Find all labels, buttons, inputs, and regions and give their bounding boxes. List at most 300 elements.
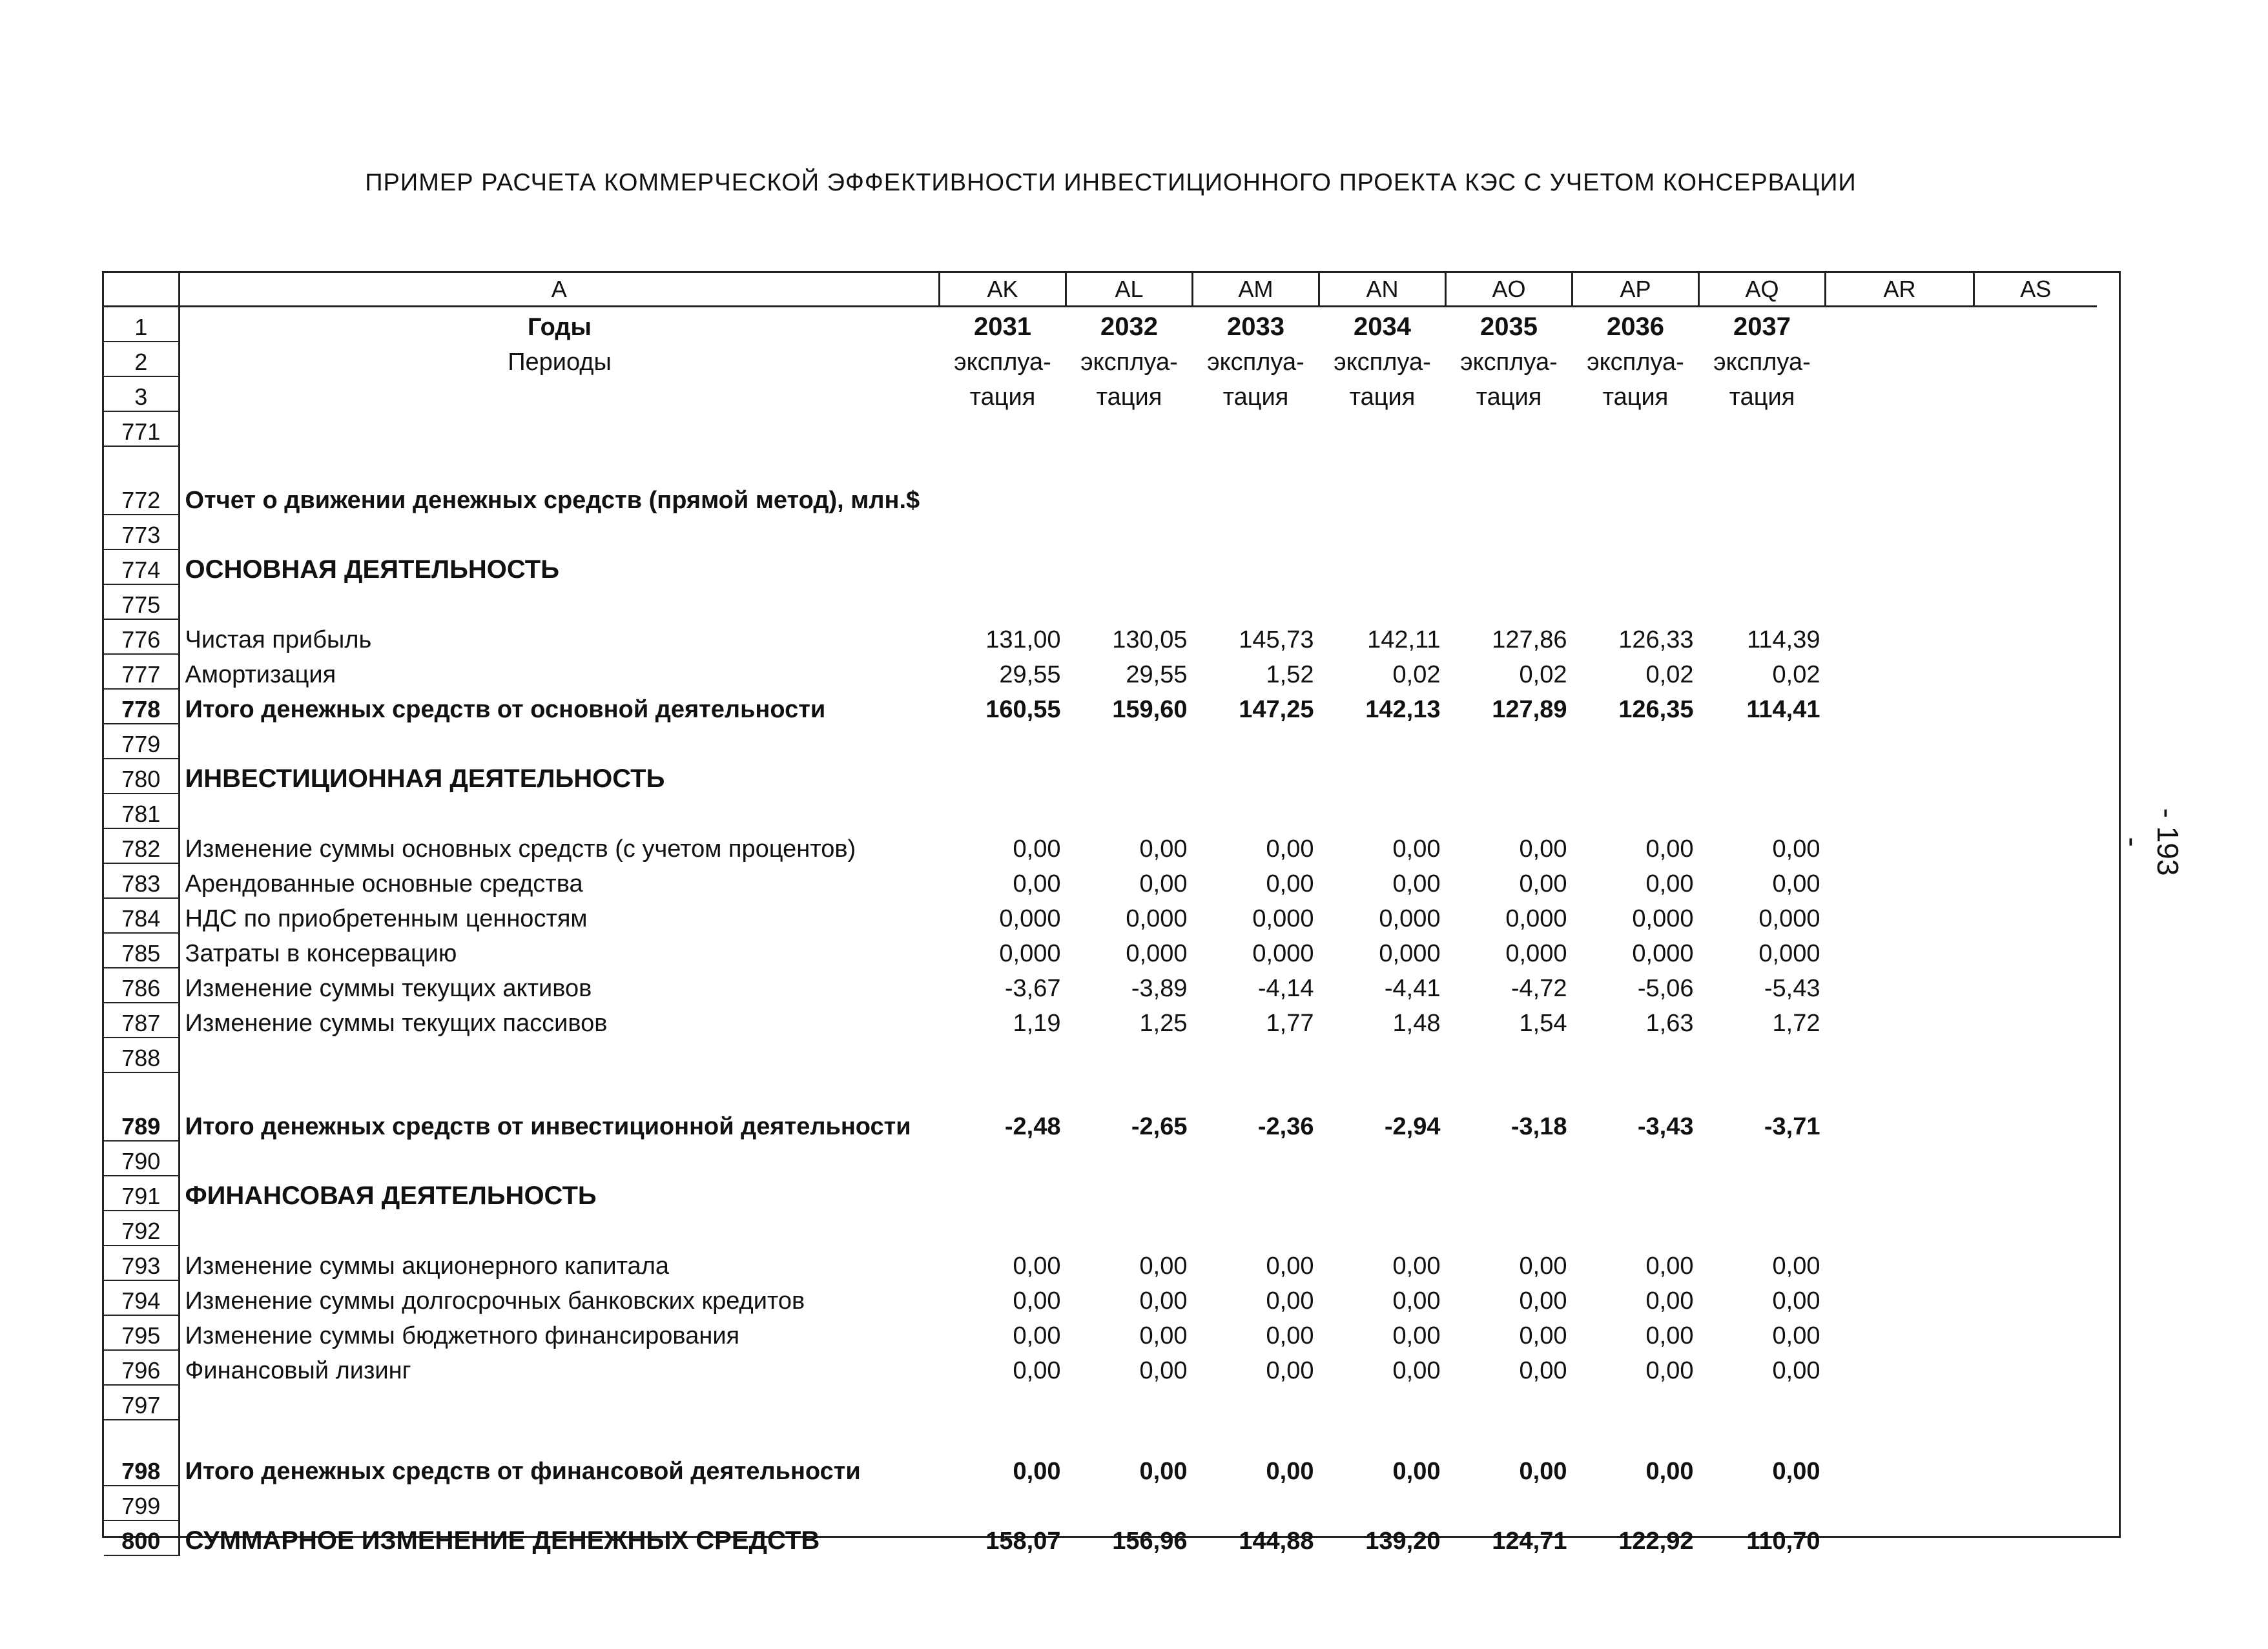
- column-header-row: [104, 273, 2097, 307]
- value-cell: -2,36: [1257, 1113, 1314, 1140]
- table-row: [104, 724, 2097, 759]
- value-cell: [1572, 724, 1699, 759]
- value-cell: [940, 515, 1066, 549]
- value-cell: [940, 759, 1066, 794]
- value-cell: [1699, 1141, 1826, 1176]
- label-cell: Затраты в консервацию: [185, 940, 457, 967]
- value-cell: 0,00: [1013, 1357, 1061, 1384]
- value-cell: 0,00: [1013, 1458, 1061, 1485]
- row-number[interactable]: 781: [104, 794, 179, 828]
- value-cell: 0,00: [1519, 870, 1567, 897]
- value-cell: [1319, 724, 1446, 759]
- value-cell: [1446, 446, 1572, 515]
- value-cell: [1066, 1038, 1193, 1072]
- value-cell: [1446, 1038, 1572, 1072]
- row-number[interactable]: 782: [104, 828, 179, 863]
- value-cell: 158,07: [985, 1528, 1061, 1555]
- value-cell: 0,00: [1645, 1287, 1694, 1315]
- value-cell: [1699, 1211, 1826, 1245]
- label-cell: [179, 724, 940, 759]
- period-cell: эксплуа-: [1587, 349, 1684, 376]
- value-cell: [1572, 549, 1699, 584]
- period-cell: тация: [969, 384, 1036, 411]
- page-title: ПРИМЕР РАСЧЕТА КОММЕРЧЕСКОЙ ЭФФЕКТИВНОСТИ ИНВЕСТИЦИОННОГО ПРОЕКТА КЭС С УЧЕТОМ КОНСЕРВАЦИИ: [365, 169, 1857, 196]
- value-cell: [1066, 515, 1193, 549]
- value-cell: [1446, 549, 1572, 584]
- label-cell: ФИНАНСОВАЯ ДЕЯТЕЛЬНОСТЬ: [185, 1182, 597, 1210]
- table-row: [104, 376, 2097, 411]
- value-cell: 0,00: [1772, 1322, 1820, 1349]
- value-cell: 0,00: [1139, 1253, 1188, 1280]
- value-cell: [940, 549, 1066, 584]
- value-cell: 0,00: [1519, 1458, 1567, 1485]
- value-cell: 1,54: [1519, 1010, 1567, 1037]
- label-cell: Итого денежных средств от основной деятельности: [185, 696, 826, 723]
- value-cell: 1,72: [1772, 1010, 1820, 1037]
- value-cell: 114,39: [1747, 626, 1820, 653]
- table-row: [104, 933, 2097, 968]
- column-header[interactable]: AO: [1446, 273, 1572, 307]
- value-cell: [940, 1176, 1066, 1211]
- value-cell: 1,19: [1013, 1010, 1061, 1037]
- value-cell: [940, 1211, 1066, 1245]
- table-row: [104, 1280, 2097, 1315]
- value-cell: 139,20: [1365, 1528, 1441, 1555]
- period-cell: эксплуа-: [1207, 349, 1304, 376]
- table-row: [104, 1141, 2097, 1176]
- value-cell: [1066, 584, 1193, 619]
- table-row: [104, 584, 2097, 619]
- value-cell: 145,73: [1239, 626, 1314, 653]
- value-cell: 0,00: [1772, 1287, 1820, 1315]
- value-cell: 1,48: [1392, 1010, 1441, 1037]
- row-number[interactable]: 793: [104, 1245, 179, 1280]
- value-cell: 0,00: [1519, 835, 1567, 863]
- label-cell: [179, 411, 940, 446]
- label-cell: НДС по приобретенным ценностям: [185, 905, 588, 932]
- label-cell: Изменение суммы текущих активов: [185, 975, 592, 1002]
- row-number[interactable]: 776: [104, 619, 179, 654]
- table-row: [104, 1245, 2097, 1280]
- row-number[interactable]: 777: [104, 654, 179, 689]
- value-cell: [940, 1486, 1066, 1521]
- value-cell: [1066, 1385, 1193, 1420]
- label-cell: [179, 1486, 940, 1521]
- value-cell: [1699, 1385, 1826, 1420]
- row-number[interactable]: 773: [104, 515, 179, 549]
- value-cell: [1319, 759, 1446, 794]
- value-cell: [1193, 1486, 1319, 1521]
- row-number[interactable]: 794: [104, 1280, 179, 1315]
- column-header[interactable]: AK: [940, 273, 1066, 307]
- value-cell: [1066, 549, 1193, 584]
- column-header[interactable]: AL: [1066, 273, 1193, 307]
- value-cell: 127,86: [1492, 626, 1567, 653]
- value-cell: [940, 584, 1066, 619]
- value-cell: 0,00: [1645, 1458, 1694, 1485]
- value-cell: 0,00: [1392, 1287, 1441, 1315]
- row-number[interactable]: 788: [104, 1038, 179, 1072]
- value-cell: [1193, 515, 1319, 549]
- table-row: [104, 1176, 2097, 1211]
- value-cell: 0,00: [1645, 1322, 1694, 1349]
- table-row: [104, 1420, 2097, 1486]
- table-row: [104, 1486, 2097, 1521]
- value-cell: [1572, 446, 1699, 515]
- value-cell: [1319, 446, 1446, 515]
- value-cell: [1319, 1486, 1446, 1521]
- value-cell: [1319, 794, 1446, 828]
- value-cell: -5,43: [1764, 975, 1820, 1002]
- table-row: [104, 411, 2097, 446]
- value-cell: 0,00: [1645, 1357, 1694, 1384]
- value-cell: 0,00: [1392, 1253, 1441, 1280]
- label-cell: Финансовый лизинг: [185, 1357, 411, 1384]
- value-cell: 0,00: [1013, 870, 1061, 897]
- value-cell: 0,000: [1758, 905, 1820, 932]
- value-cell: 0,000: [1379, 940, 1441, 967]
- table-row: [104, 619, 2097, 654]
- label-cell: Годы: [528, 314, 592, 341]
- value-cell: 1,77: [1266, 1010, 1314, 1037]
- label-cell: [179, 1385, 940, 1420]
- value-cell: [1446, 1176, 1572, 1211]
- value-cell: 0,00: [1519, 1357, 1567, 1384]
- row-number[interactable]: 3: [104, 376, 179, 411]
- value-cell: 127,89: [1492, 696, 1567, 723]
- value-cell: [1446, 724, 1572, 759]
- value-cell: 142,11: [1367, 626, 1441, 653]
- label-cell: Изменение суммы бюджетного финансирования: [185, 1322, 740, 1349]
- value-cell: 0,00: [1013, 1287, 1061, 1315]
- label-cell: Чистая прибыль: [185, 626, 372, 653]
- value-cell: [1572, 1038, 1699, 1072]
- value-cell: [1572, 794, 1699, 828]
- value-cell: [1193, 584, 1319, 619]
- value-cell: 0,000: [1505, 940, 1567, 967]
- value-cell: 0,000: [1758, 940, 1820, 967]
- value-cell: 122,92: [1618, 1528, 1694, 1555]
- value-cell: 0,00: [1772, 870, 1820, 897]
- value-cell: [1572, 1141, 1699, 1176]
- value-cell: [1572, 1385, 1699, 1420]
- table-row: [104, 1385, 2097, 1420]
- value-cell: [940, 1385, 1066, 1420]
- value-cell: [940, 446, 1066, 515]
- year-cell: 2036: [1607, 312, 1664, 341]
- table-row: [104, 515, 2097, 549]
- value-cell: 0,00: [1013, 1253, 1061, 1280]
- value-cell: 29,55: [999, 661, 1061, 688]
- row-number[interactable]: 797: [104, 1385, 179, 1420]
- row-number[interactable]: 789: [104, 1072, 179, 1141]
- label-cell: СУММАРНОЕ ИЗМЕНЕНИЕ ДЕНЕЖНЫХ СРЕДСТВ: [185, 1526, 820, 1555]
- row-number[interactable]: 786: [104, 968, 179, 1003]
- value-cell: -3,43: [1637, 1113, 1694, 1140]
- period-cell: тация: [1729, 384, 1795, 411]
- row-number[interactable]: 775: [104, 584, 179, 619]
- page-number: - 193 -: [2116, 808, 2185, 876]
- value-cell: [1066, 1211, 1193, 1245]
- value-cell: [1446, 1141, 1572, 1176]
- value-cell: [1572, 1211, 1699, 1245]
- value-cell: 1,25: [1139, 1010, 1188, 1037]
- value-cell: 142,13: [1365, 696, 1441, 723]
- period-cell: тация: [1096, 384, 1162, 411]
- value-cell: 0,00: [1139, 1322, 1188, 1349]
- value-cell: 0,00: [1266, 1357, 1314, 1384]
- value-cell: 0,02: [1645, 661, 1694, 688]
- value-cell: 0,02: [1392, 661, 1441, 688]
- row-number[interactable]: 772: [104, 446, 179, 515]
- value-cell: [1193, 549, 1319, 584]
- row-number[interactable]: 784: [104, 898, 179, 933]
- period-cell: эксплуа-: [1460, 349, 1558, 376]
- row-number[interactable]: 799: [104, 1486, 179, 1521]
- value-cell: [1319, 1141, 1446, 1176]
- value-cell: 1,63: [1645, 1010, 1694, 1037]
- value-cell: 0,00: [1139, 835, 1188, 863]
- row-number[interactable]: 790: [104, 1141, 179, 1176]
- year-cell: 2033: [1227, 312, 1284, 341]
- value-cell: [1446, 515, 1572, 549]
- value-cell: [1699, 584, 1826, 619]
- value-cell: 0,00: [1266, 1287, 1314, 1315]
- year-cell: 2031: [974, 312, 1031, 341]
- table-row: [104, 1072, 2097, 1141]
- label-cell: Изменение суммы акционерного капитала: [185, 1253, 669, 1280]
- label-cell: Амортизация: [185, 661, 336, 688]
- value-cell: [1699, 515, 1826, 549]
- label-cell: Итого денежных средств от инвестиционной деятельности: [185, 1113, 911, 1140]
- row-number[interactable]: 778: [104, 689, 179, 724]
- value-cell: 0,00: [1013, 835, 1061, 863]
- row-number[interactable]: 774: [104, 549, 179, 584]
- value-cell: [1699, 759, 1826, 794]
- value-cell: 0,000: [1379, 905, 1441, 932]
- row-number[interactable]: 791: [104, 1176, 179, 1211]
- column-header[interactable]: AS: [1974, 273, 2097, 307]
- value-cell: 131,00: [985, 626, 1061, 653]
- row-number[interactable]: 785: [104, 933, 179, 968]
- value-cell: -4,14: [1257, 975, 1314, 1002]
- label-cell: Арендованные основные средства: [185, 870, 583, 897]
- value-cell: 156,96: [1112, 1528, 1188, 1555]
- column-header[interactable]: AP: [1572, 273, 1699, 307]
- value-cell: [1699, 1038, 1826, 1072]
- value-cell: [940, 411, 1066, 446]
- period-cell: тация: [1222, 384, 1289, 411]
- row-number[interactable]: 783: [104, 863, 179, 898]
- value-cell: [1066, 1486, 1193, 1521]
- label-cell: Изменение суммы основных средств (с учетом процентов): [185, 835, 856, 863]
- row-number[interactable]: 795: [104, 1315, 179, 1350]
- value-cell: [1066, 1141, 1193, 1176]
- value-cell: 0,00: [1519, 1253, 1567, 1280]
- value-cell: [1066, 759, 1193, 794]
- value-cell: 159,60: [1112, 696, 1188, 723]
- value-cell: 114,41: [1746, 696, 1820, 723]
- value-cell: 0,00: [1772, 1357, 1820, 1384]
- spreadsheet: [102, 271, 2121, 1555]
- table-row: [104, 654, 2097, 689]
- value-cell: 0,00: [1645, 1253, 1694, 1280]
- value-cell: [1319, 1038, 1446, 1072]
- period-cell: тация: [1349, 384, 1416, 411]
- column-header[interactable]: AR: [1826, 273, 1974, 307]
- value-cell: [1699, 446, 1826, 515]
- value-cell: -2,94: [1384, 1113, 1441, 1140]
- value-cell: [940, 1141, 1066, 1176]
- value-cell: [1193, 1141, 1319, 1176]
- label-cell: ИНВЕСТИЦИОННАЯ ДЕЯТЕЛЬНОСТЬ: [185, 764, 665, 793]
- value-cell: 0,00: [1772, 1458, 1820, 1485]
- label-cell: [179, 794, 940, 828]
- value-cell: 0,00: [1266, 1253, 1314, 1280]
- label-cell: [179, 584, 940, 619]
- value-cell: 0,00: [1772, 835, 1820, 863]
- value-cell: -2,65: [1131, 1113, 1188, 1140]
- value-cell: [1319, 411, 1446, 446]
- value-cell: 126,35: [1618, 696, 1694, 723]
- value-cell: -3,18: [1510, 1113, 1567, 1140]
- value-cell: -4,72: [1510, 975, 1567, 1002]
- value-cell: [1319, 549, 1446, 584]
- value-cell: 0,00: [1519, 1322, 1567, 1349]
- row-number[interactable]: 787: [104, 1003, 179, 1038]
- value-cell: [1446, 411, 1572, 446]
- label-cell: Периоды: [508, 349, 612, 376]
- value-cell: -4,41: [1384, 975, 1441, 1002]
- row-number[interactable]: 771: [104, 411, 179, 446]
- value-cell: [1193, 724, 1319, 759]
- column-header[interactable]: AQ: [1699, 273, 1826, 307]
- value-cell: 0,02: [1772, 661, 1820, 688]
- label-cell: Итого денежных средств от финансовой деятельности: [185, 1458, 861, 1485]
- value-cell: 0,00: [1266, 835, 1314, 863]
- table-row: [104, 1350, 2097, 1385]
- value-cell: 0,00: [1772, 1253, 1820, 1280]
- value-cell: 1,52: [1266, 661, 1314, 688]
- value-cell: [1066, 411, 1193, 446]
- year-cell: 2037: [1733, 312, 1791, 341]
- period-cell: эксплуа-: [954, 349, 1051, 376]
- table-row: [104, 446, 2097, 515]
- table-row: [104, 794, 2097, 828]
- value-cell: [1699, 1486, 1826, 1521]
- value-cell: [1066, 724, 1193, 759]
- value-cell: -5,06: [1637, 975, 1694, 1002]
- table-row: [104, 828, 2097, 863]
- row-number[interactable]: 798: [104, 1420, 179, 1486]
- column-header[interactable]: AM: [1193, 273, 1319, 307]
- table-row: [104, 549, 2097, 584]
- label-cell: [179, 1038, 940, 1072]
- value-cell: [1699, 1176, 1826, 1211]
- value-cell: 144,88: [1239, 1528, 1314, 1555]
- table-row: [104, 307, 2097, 342]
- value-cell: [1699, 794, 1826, 828]
- value-cell: [1572, 1486, 1699, 1521]
- value-cell: [1319, 1385, 1446, 1420]
- value-cell: [1699, 724, 1826, 759]
- value-cell: 29,55: [1126, 661, 1188, 688]
- value-cell: [1699, 411, 1826, 446]
- label-cell: [179, 1211, 940, 1245]
- value-cell: [1572, 411, 1699, 446]
- column-header[interactable]: AN: [1319, 273, 1446, 307]
- value-cell: -3,89: [1131, 975, 1188, 1002]
- value-cell: 0,000: [999, 940, 1061, 967]
- value-cell: 160,55: [985, 696, 1061, 723]
- row-number[interactable]: 780: [104, 759, 179, 794]
- table-row: [104, 968, 2097, 1003]
- value-cell: 0,00: [1392, 1458, 1441, 1485]
- row-number[interactable]: 2: [104, 342, 179, 376]
- value-cell: 110,70: [1746, 1528, 1820, 1555]
- value-cell: 0,00: [1519, 1287, 1567, 1315]
- period-cell: тация: [1602, 384, 1669, 411]
- row-number[interactable]: 796: [104, 1350, 179, 1385]
- value-cell: [1193, 411, 1319, 446]
- value-cell: 130,05: [1112, 626, 1188, 653]
- value-cell: [1319, 584, 1446, 619]
- value-cell: 0,00: [1139, 1357, 1188, 1384]
- column-header[interactable]: A: [179, 273, 940, 307]
- value-cell: -3,67: [1004, 975, 1061, 1002]
- value-cell: [1572, 1176, 1699, 1211]
- table-row: [104, 689, 2097, 724]
- value-cell: [1446, 1211, 1572, 1245]
- row-number[interactable]: 792: [104, 1211, 179, 1245]
- row-number[interactable]: 800: [104, 1521, 179, 1555]
- label-cell: Изменение суммы текущих пассивов: [185, 1010, 608, 1037]
- table-row: [104, 1315, 2097, 1350]
- row-number[interactable]: 779: [104, 724, 179, 759]
- value-cell: 0,000: [999, 905, 1061, 932]
- value-cell: [1446, 1385, 1572, 1420]
- period-cell: эксплуа-: [1080, 349, 1178, 376]
- value-cell: [1193, 1038, 1319, 1072]
- period-cell: эксплуа-: [1713, 349, 1811, 376]
- value-cell: 0,02: [1519, 661, 1567, 688]
- value-cell: 0,00: [1392, 870, 1441, 897]
- value-cell: 0,000: [1126, 940, 1188, 967]
- value-cell: [1066, 1176, 1193, 1211]
- value-cell: [940, 724, 1066, 759]
- year-cell: 2032: [1100, 312, 1158, 341]
- label-cell: Отчет о движении денежных средств (прямой метод), млн.$: [185, 487, 920, 514]
- value-cell: 0,000: [1126, 905, 1188, 932]
- value-cell: 0,000: [1252, 940, 1314, 967]
- value-cell: [940, 794, 1066, 828]
- value-cell: [1319, 1211, 1446, 1245]
- value-cell: [940, 1038, 1066, 1072]
- value-cell: 0,00: [1392, 1357, 1441, 1384]
- value-cell: 0,00: [1266, 1458, 1314, 1485]
- year-cell: 2035: [1480, 312, 1538, 341]
- value-cell: [1572, 759, 1699, 794]
- period-cell: эксплуа-: [1334, 349, 1431, 376]
- column-header-corner[interactable]: [104, 273, 179, 307]
- table-row: [104, 1038, 2097, 1072]
- value-cell: [1066, 446, 1193, 515]
- value-cell: 126,33: [1618, 626, 1694, 653]
- value-cell: [1572, 584, 1699, 619]
- value-cell: [1699, 549, 1826, 584]
- value-cell: 124,71: [1492, 1528, 1567, 1555]
- row-number[interactable]: 1: [104, 307, 179, 342]
